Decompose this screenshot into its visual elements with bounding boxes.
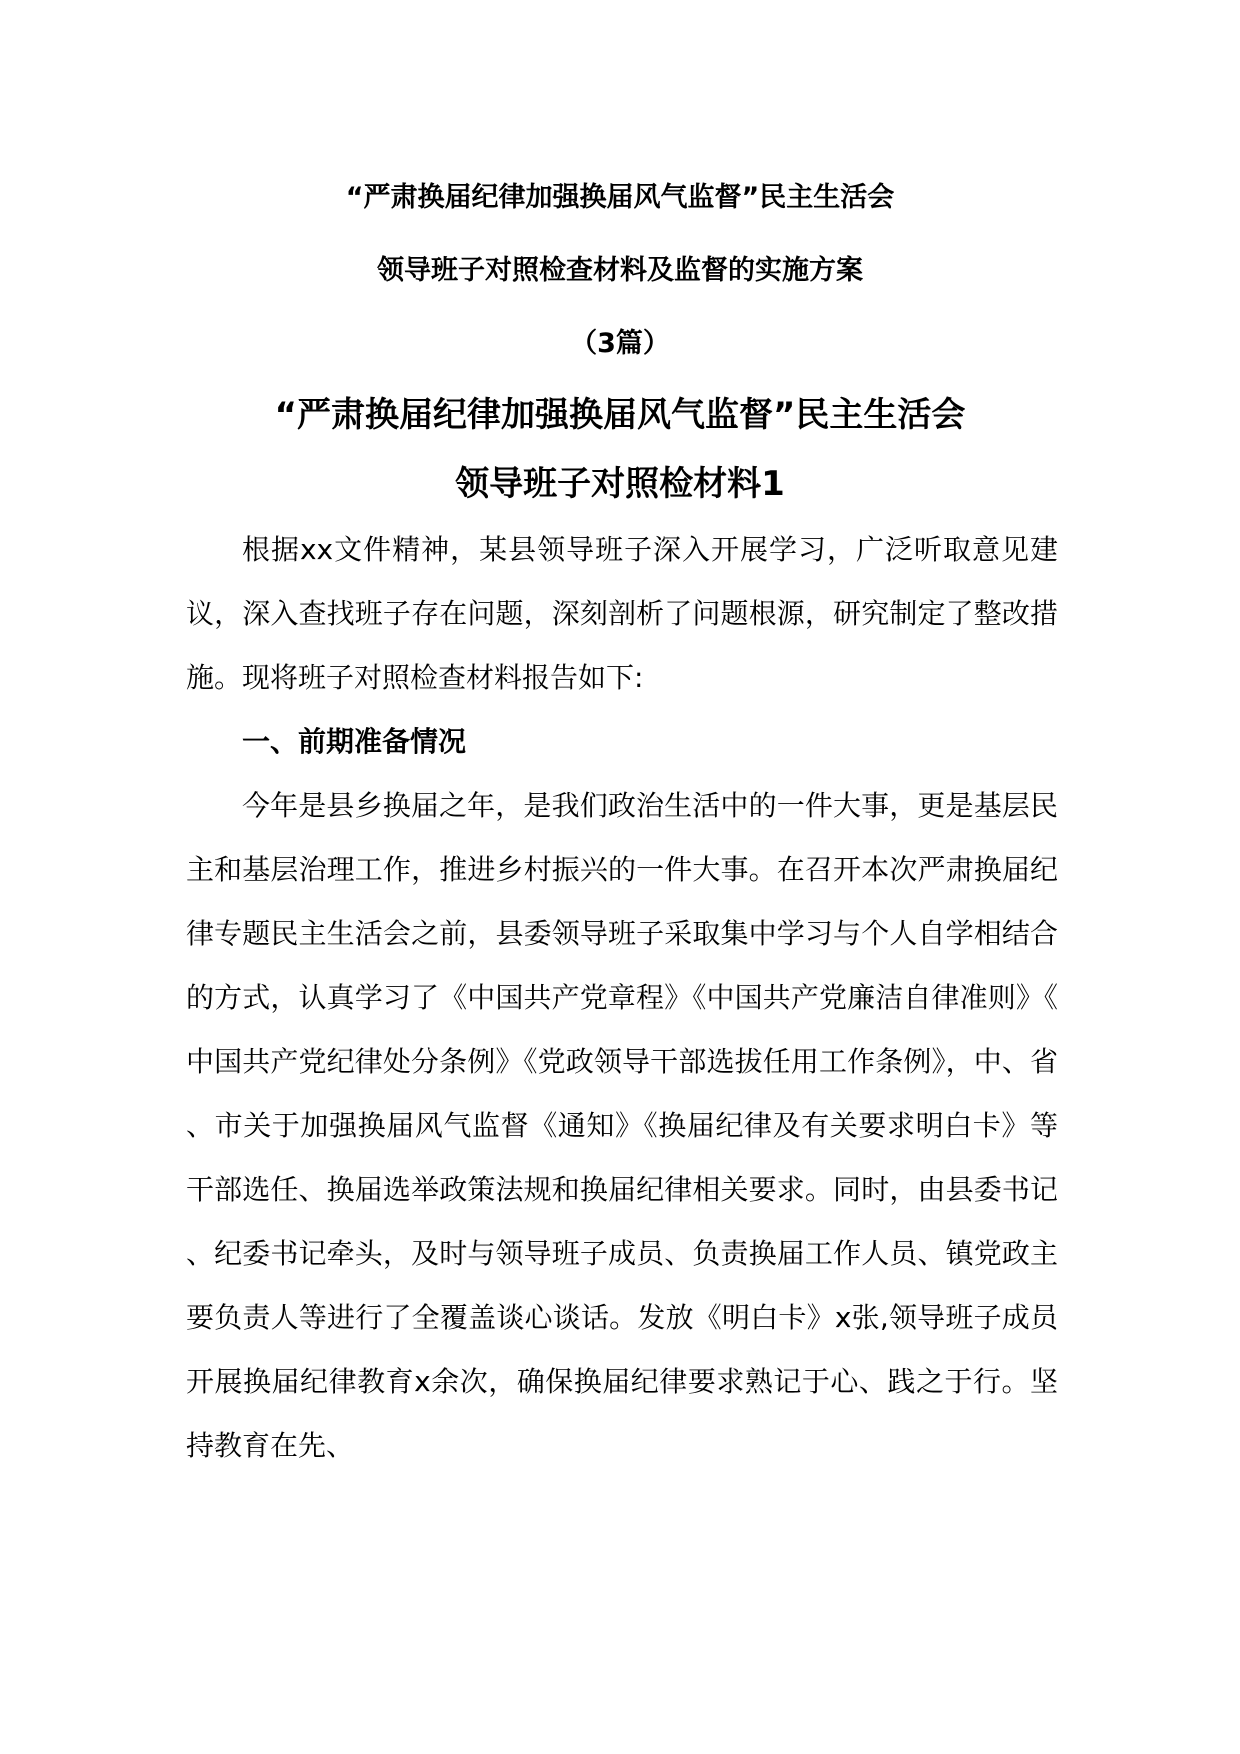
cover-title-line-2: 领导班子对照检查材料及监督的实施方案	[377, 255, 863, 286]
intro-paragraph-block	[186, 518, 1058, 710]
cover-title-line-1: “严肃换届纪律加强换届风气监督”民主生活会	[345, 182, 895, 213]
document-title-line-1: “严肃换届纪律加强换届风气监督”民主生活会	[274, 395, 966, 435]
document-title-line-2: 领导班子对照检材料1	[455, 464, 785, 504]
section-heading: 一、前期准备情况	[242, 725, 467, 758]
section-paragraph-block	[186, 774, 1058, 1478]
intro-paragraph: 根据xx文件精神，某县领导班子深入开展学习，广泛听取意见建议，深入查找班子存在问题，深刻剖析了问题根源，研究制定了整改措施。现将班子对照检查材料报告如下:	[186, 533, 1058, 694]
section-paragraph: 今年是县乡换届之年，是我们政治生活中的一件大事，更是基层民主和基层治理工作，推进乡村振兴的一件大事。在召开本次严肃换届纪律专题民主生活会之前，县委领导班子采取集中学习与个人自学相结合的方式，认真学习了《中国共产党章程》《中国共产党廉洁自律准则》《中国共产党纪律处分条例》《党政领导干部选拔任用工作条例》，中、省、市关于加强换届风气监督《通知》《换届纪律及有关要求明白卡》等干部选任、换届选举政策法规和换届纪律相关要求。同时，由县委书记、纪委书记牵头，及时与领导班子成员、负责换届工作人员、镇党政主要负责人等进行了全覆盖谈心谈话。发放《明白卡》x张,领导班子成员开展换届纪律教育x余次，确保换届纪律要求熟记于心、践之于行。坚持教育在先、	[186, 789, 1058, 1462]
cover-article-count: （3篇）	[570, 328, 670, 359]
